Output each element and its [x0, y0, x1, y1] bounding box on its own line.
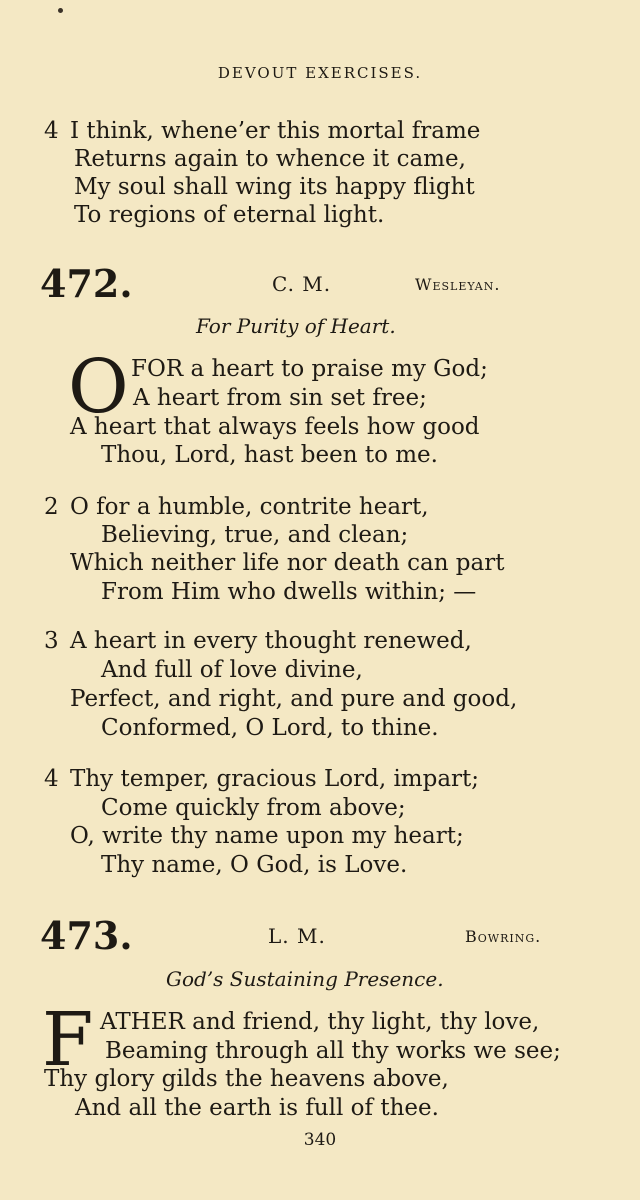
hymn-meter: L. M.	[268, 924, 326, 948]
verse-line: Conformed, O Lord, to thine.	[101, 715, 439, 741]
verse-number: 2	[44, 494, 59, 520]
verse-line: Thy glory gilds the heavens above,	[44, 1066, 449, 1092]
verse-line: And full of love divine,	[101, 657, 363, 683]
verse-line: Beaming through all thy works we see;	[105, 1038, 561, 1064]
hymn-composer: Bowring.	[465, 927, 542, 946]
verse-line: And all the earth is full of thee.	[75, 1095, 439, 1121]
verse-line: O for a humble, contrite heart,	[70, 494, 429, 520]
running-head: DEVOUT EXERCISES.	[217, 64, 423, 82]
hymn-subtitle: For Purity of Heart.	[196, 314, 396, 338]
verse-line: Which neither life nor death can part	[70, 550, 505, 576]
hymn-number: 472.	[40, 261, 133, 306]
hymn-composer: Wesleyan.	[415, 275, 501, 294]
verse-line: ATHER and friend, thy light, thy love,	[100, 1009, 540, 1035]
ink-speck	[58, 8, 63, 13]
verse-line: Perfect, and right, and pure and good,	[70, 686, 518, 712]
verse-line: FOR a heart to praise my God;	[131, 356, 488, 382]
hymn-meter: C. M.	[272, 272, 332, 296]
verse-line: A heart that always feels how good	[70, 414, 480, 440]
verse-line: Thy temper, gracious Lord, impart;	[70, 766, 480, 792]
drop-cap: O	[68, 344, 129, 430]
verse-line: Thy name, O God, is Love.	[101, 852, 408, 878]
page-number: 340	[303, 1130, 337, 1150]
hymn-number: 473.	[40, 913, 133, 958]
drop-cap: F	[42, 997, 94, 1083]
verse-line: Come quickly from above;	[101, 795, 406, 821]
verse-line: A heart in every thought renewed,	[70, 628, 472, 654]
verse-line: Believing, true, and clean;	[101, 522, 409, 548]
verse-line: Thou, Lord, hast been to me.	[101, 442, 438, 468]
verse-line: A heart from sin set free;	[133, 385, 427, 411]
verse-line: O, write thy name upon my heart;	[70, 823, 464, 849]
verse-line: To regions of eternal light.	[74, 202, 385, 228]
verse-line: My soul shall wing its happy flight	[74, 174, 475, 200]
verse-number: 3	[44, 628, 59, 654]
verse-number: 4	[44, 118, 59, 144]
verse-line: From Him who dwells within; —	[101, 579, 477, 605]
verse-line: I think, whene’er this mortal frame	[70, 118, 481, 144]
verse-line: Returns again to whence it came,	[74, 146, 466, 172]
hymn-subtitle: God’s Sustaining Presence.	[166, 967, 444, 991]
verse-number: 4	[44, 766, 59, 792]
